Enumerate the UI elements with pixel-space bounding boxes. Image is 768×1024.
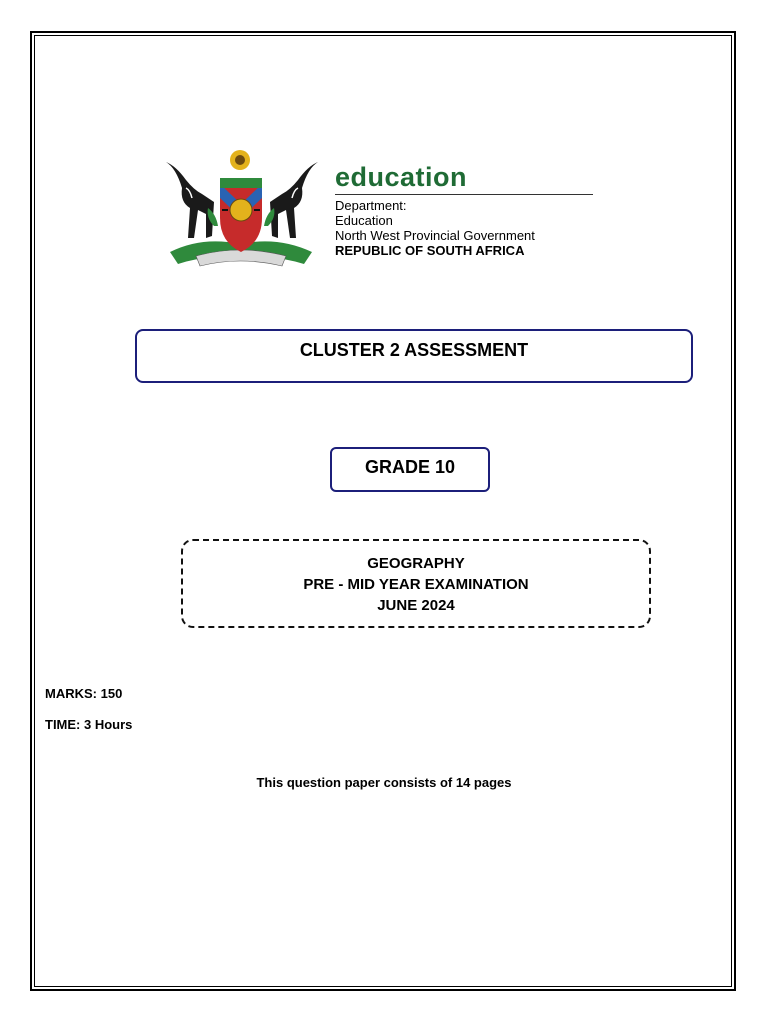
- subject-box: [181, 539, 651, 628]
- department-logo: [162, 148, 602, 276]
- country-name: REPUBLIC OF SOUTH AFRICA: [335, 243, 525, 258]
- exam-date: JUNE 2024: [377, 597, 455, 614]
- page-count-note: This question paper consists of 14 pages: [256, 775, 512, 790]
- assessment-title: CLUSTER 2 ASSESSMENT: [299, 339, 529, 360]
- department-text: [335, 162, 597, 258]
- marks-label: MARKS: 150: [45, 686, 123, 701]
- assessment-title-box: [135, 329, 693, 383]
- brand-word: education: [335, 162, 468, 192]
- time-label: TIME: 3 Hours: [45, 717, 133, 732]
- department-name: Education: [335, 213, 393, 228]
- subject-name: GEOGRAPHY: [367, 555, 465, 572]
- government-name: North West Provincial Government: [335, 228, 535, 243]
- exam-name: PRE - MID YEAR EXAMINATION: [303, 576, 529, 593]
- brand-divider: [335, 194, 593, 195]
- coat-of-arms-icon: [162, 148, 322, 276]
- grade-box: [330, 447, 490, 492]
- department-label: Department:: [335, 198, 407, 213]
- grade-label: GRADE 10: [364, 457, 456, 477]
